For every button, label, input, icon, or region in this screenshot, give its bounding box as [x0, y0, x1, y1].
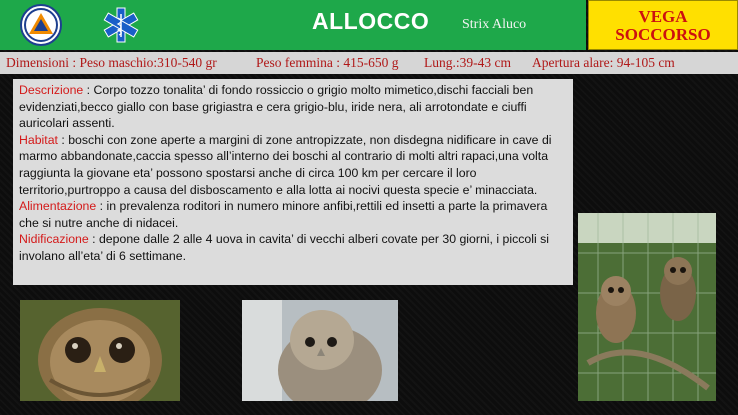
nidificazione-label: Nidificazione — [19, 232, 89, 247]
owl-chick-photo — [242, 300, 398, 401]
descrizione-paragraph — [19, 82, 567, 132]
alimentazione-label: Alimentazione — [19, 199, 97, 214]
vega-soccorso-badge — [588, 0, 738, 50]
dimensions-male-weight: Dimensioni : Peso maschio:310-540 gr — [6, 55, 217, 70]
header-bar — [0, 0, 586, 50]
nidificazione-text: : depone dalle 2 alle 4 uova in cavita’ di vecchi alberi covate per 30 giorni, i piccoli si involano all’eta’ di 6 settimane. — [19, 232, 549, 263]
alimentazione-text: : in prevalenza roditori in numero minore anfibi,rettili ed insetti a parte la primavera che si nutre anche di nidacei. — [19, 199, 548, 230]
descrizione-label: Descrizione — [19, 83, 84, 97]
owl-face-photo — [20, 300, 180, 401]
page-title: ALLOCCO — [312, 8, 430, 34]
nidificazione-paragraph — [19, 231, 567, 264]
habitat-paragraph — [19, 132, 567, 198]
badge-line-1: VEGA — [638, 7, 688, 26]
star-of-life-icon — [100, 6, 142, 44]
dimensions-bar — [0, 52, 738, 74]
descrizione-text: : Corpo tozzo tonalita’ di fondo rossiccio o grigio molto mimetico,dischi facciali ben evidenziati,becco giallo con base grigiastra e cera grigio-blu, iride nera, ali arrotondate e ciuffi auricolari assenti. — [19, 83, 534, 131]
dimensions-length: Lung.:39-43 cm — [424, 55, 511, 70]
protezione-civile-logo — [20, 4, 62, 46]
alimentazione-paragraph — [19, 198, 567, 231]
owls-in-cage-photo — [578, 213, 716, 401]
dimensions-female-weight: Peso femmina : 415-650 g — [256, 55, 399, 70]
species-info-panel — [13, 79, 573, 285]
badge-line-2: SOCCORSO — [615, 25, 711, 44]
dimensions-wingspan: Apertura alare: 94-105 cm — [532, 55, 675, 70]
scientific-name: Strix Aluco — [462, 17, 527, 32]
habitat-text: : boschi con zone aperte a margini di zone antropizzate, non disdegna nidificare in cave di marmo abbandonate,caccia spesso all’interno dei boschi al contrario di molti altri rapaci,una volta raggiunta la giovane eta’ possono spostarsi anche di circa 100 km per cercare il loro territorio,purtroppo a causa del disboscamento e alla lotta ai nocivi questa specie e’ minacciata. — [19, 132, 552, 197]
habitat-label: Habitat — [19, 132, 58, 147]
